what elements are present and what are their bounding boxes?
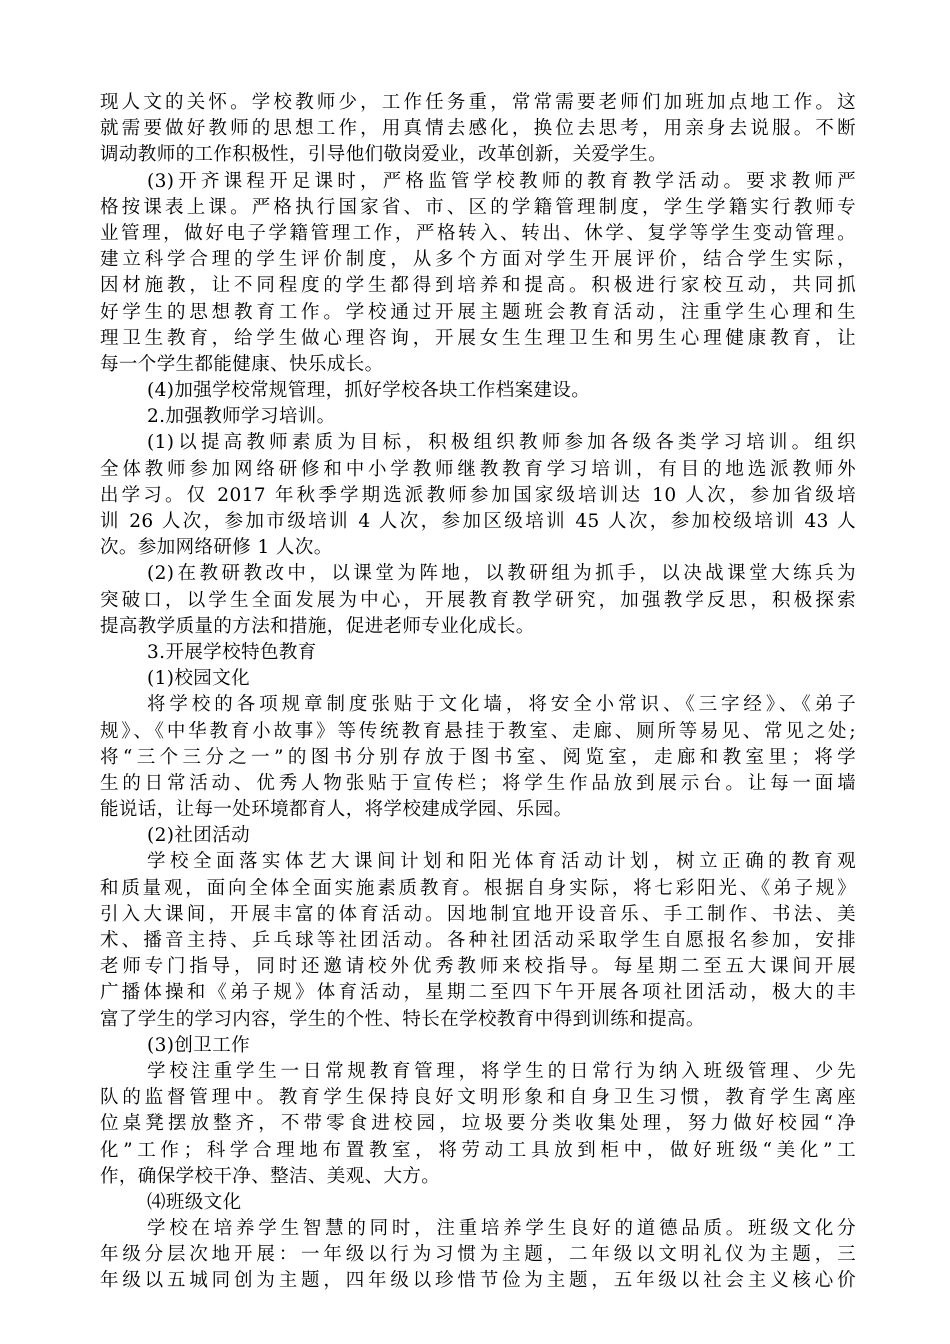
text-line: 业管理，做好电子学籍管理工作，严格转入、转出、休学、复学等学生变动管理。 (100, 222, 856, 244)
text-line: 突破口，以学生全面发展为中心，开展教育教学研究，加强教学反思，积极探索 (100, 589, 856, 611)
text-line: 2.加强教师学习培训。 (147, 406, 336, 428)
text-line: 格按课表上课。严格执行国家省、市、区的学籍管理制度，学生学籍实行教师专 (100, 196, 856, 218)
text-line: 队的监督管理中。教育学生保持良好文明形象和自身卫生习惯，教育学生离座 (100, 1087, 856, 1109)
text-line: 年级分层次地开展：一年级以行为习惯为主题，二年级以文明礼仪为主题，三 (100, 1244, 856, 1266)
text-line: 建立科学合理的学生评价制度，从多个方面对学生开展评价，结合学生实际， (100, 249, 856, 271)
text-line: 次。参加网络研修 1 人次。 (100, 537, 333, 559)
text-line: 位桌凳摆放整齐，不带零食进校园，垃圾要分类收集处理，努力做好校园“净 (100, 1113, 856, 1135)
text-line: 化”工作；科学合理地布置教室，将劳动工具放到柜中，做好班级“美化”工 (100, 1139, 856, 1161)
text-line: 3.开展学校特色教育 (147, 641, 317, 663)
text-line: 就需要做好教师的思想工作，用真情去感化，换位去思考，用亲身去说服。不断 (100, 118, 856, 140)
text-line: (1)以提高教师素质为目标，积极组织教师参加各级各类学习培训。组织 (147, 432, 856, 454)
text-line: 全体教师参加网络研修和中小学教师继教教育学习培训，有目的地选派教师外 (100, 458, 856, 480)
text-line: 引入大课间，开展丰富的体育活动。因地制宜地开设音乐、手工制作、书法、美 (100, 903, 856, 925)
text-line: 和质量观，面向全体全面实施素质教育。根据自身实际，将七彩阳光、《弟子规》 (100, 877, 856, 899)
text-line: 学校在培养学生智慧的同时，注重培养学生良好的道德品质。班级文化分 (147, 1218, 856, 1240)
text-line: 因材施教，让不同程度的学生都得到培养和提高。积极进行家校互动，共同抓 (100, 275, 856, 297)
text-line: 老师专门指导，同时还邀请校外优秀教师来校指导。每星期二至五大课间开展 (100, 956, 856, 978)
text-line: 年级以五城同创为主题，四年级以珍惜节俭为主题，五年级以社会主义核心价 (100, 1270, 856, 1292)
text-line: ⑷班级文化 (147, 1191, 242, 1213)
text-line: 富了学生的学习内容，学生的个性、特长在学校教育中得到训练和提高。 (100, 1008, 705, 1030)
text-line: (3)创卫工作 (147, 1034, 251, 1056)
text-line: 每一个学生都能健康、快乐成长。 (100, 353, 384, 375)
text-line: 理卫生教育，给学生做心理咨询，开展女生生理卫生和男生心理健康教育，让 (100, 327, 856, 349)
text-line: (4)加强学校常规管理，抓好学校各块工作档案建设。 (147, 380, 591, 402)
text-line: (3)开齐课程开足课时，严格监管学校教师的教育教学活动。要求教师严 (147, 170, 856, 192)
text-line: (2)社团活动 (147, 825, 251, 847)
text-line: 学校注重学生一日常规教育管理，将学生的日常行为纳入班级管理、少先 (147, 1060, 856, 1082)
text-line: 学校全面落实体艺大课间计划和阳光体育活动计划，树立正确的教育观 (147, 851, 856, 873)
text-line: 能说话，让每一处环境都育人，将学校建成学园、乐园。 (100, 799, 573, 821)
text-line: 广播体操和《弟子规》体育活动，星期二至四下午开展各项社团活动，极大的丰 (100, 982, 856, 1004)
text-line: 调动教师的工作积极性，引导他们敬岗爱业，改革创新，关爱学生。 (100, 144, 668, 166)
text-line: 提高教学质量的方法和措施，促进老师专业化成长。 (100, 615, 535, 637)
text-line: 好学生的思想教育工作。学校通过开展主题班会教育活动，注重学生心理和生 (100, 301, 856, 323)
text-line: 规》、《中华教育小故事》等传统教育悬挂于教室、走廊、厕所等易见、常见之处; (100, 720, 856, 742)
text-line: (1)校园文化 (147, 668, 251, 690)
text-line: 出学习。仅 2017 年秋季学期选派教师参加国家级培训达 10 人次，参加省级培 (100, 484, 856, 506)
text-line: 将学校的各项规章制度张贴于文化墙，将安全小常识、《三字经》、《弟子 (147, 694, 856, 716)
text-line: 训 26 人次，参加市级培训 4 人次，参加区级培训 45 人次，参加校级培训 43 人 (100, 511, 856, 532)
text-line: 生的日常活动、优秀人物张贴于宣传栏；将学生作品放到展示台。让每一面墙 (100, 772, 856, 794)
text-line: (2)在教研教改中，以课堂为阵地，以教研组为抓手，以决战课堂大练兵为 (147, 563, 856, 585)
text-line: 作，确保学校干净、整洁、美观、大方。 (100, 1165, 441, 1187)
text-line: 术、播音主持、乒乓球等社团活动。各种社团活动采取学生自愿报名参加，安排 (100, 930, 856, 951)
text-line: 现人文的关怀。学校教师少，工作任务重，常常需要老师们加班加点地工作。这 (100, 92, 856, 113)
text-line: 将“三个三分之一”的图书分别存放于图书室、阅览室，走廊和教室里；将学 (100, 746, 856, 768)
